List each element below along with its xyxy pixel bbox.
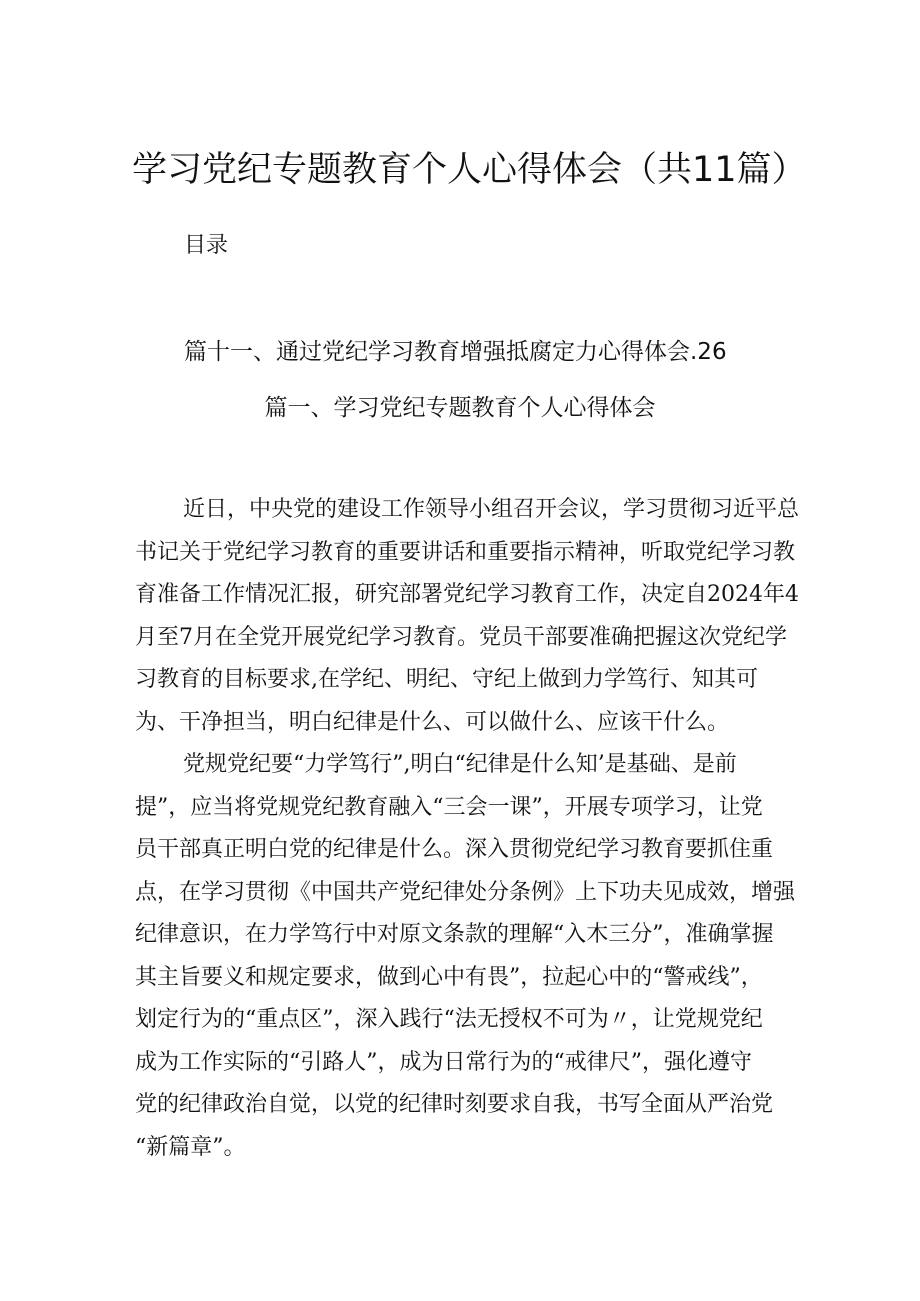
toc-label: 目录 [184, 233, 229, 258]
paragraph-line: 其主旨要义和规定要求，做到心中有畏”，拉起心中的“警戒线”， [135, 964, 763, 990]
paragraph-line: 提”，应当将党规党纪教育融入“三会一课”，开展专项学习，让党 [135, 794, 763, 820]
paragraph-line: 员干部真正明白党的纪律是什么。深入贯彻党纪学习教育要抓住重 [135, 837, 774, 862]
paragraph-line: 习教育的目标要求,在学纪、明纪、守纪上做到力学笃行、知其可 [135, 667, 758, 692]
paragraph-line: 党的纪律政治自觉，以党的纪律时刻要求自我，书写全面从严治党 [135, 1092, 774, 1117]
paragraph-line: 纪律意识，在力学笃行中对原文条款的理解“入木三分”，准确掌握 [135, 922, 774, 947]
document-title: 学习党纪专题教育个人心得体会（共11篇） [132, 150, 807, 190]
section-heading: 篇一、学习党纪专题教育个人心得体会 [264, 395, 656, 421]
paragraph-line: 党规党纪要“力学笃行”,明白“纪律是什么知’是基础、是前 [183, 752, 737, 777]
paragraph-2 [135, 744, 796, 1169]
paragraph-line: 成为工作实际的“引路人”，成为日常行为的“戒律尺”，强化遵守 [135, 1049, 752, 1075]
toc-entry: 篇十一、通过党纪学习教育增强抵腐定力心得体会.26 [184, 339, 727, 365]
paragraph-line: 近日，中央党的建设工作领导小组召开会议，学习贯彻习近平总 [183, 497, 800, 522]
paragraph-line: 书记关于党纪学习教育的重要讲话和重要指示精神，听取党纪学习教 [135, 539, 796, 565]
paragraph-line: 划定行为的“重点区”，深入践行“法无授权不可为〃，让党规党纪 [135, 1007, 763, 1032]
body-text [135, 489, 800, 1169]
paragraph-line: 月至7月在全党开展党纪学习教育。党员干部要准确把握这次党纪学 [135, 624, 787, 650]
paragraph-line: 点，在学习贯彻《中国共产党纪律处分条例》上下功夫见成效，增强 [135, 879, 796, 905]
paragraph-line: 为、干净担当，明白纪律是什么、可以做什么、应该干什么。 [135, 709, 730, 735]
paragraph-line: 育准备工作情况汇报，研究部署党纪学习教育工作，决定自2024年4 [135, 582, 799, 607]
paragraph-1 [135, 489, 800, 744]
paragraph-line: “新篇章”。 [135, 1134, 246, 1160]
